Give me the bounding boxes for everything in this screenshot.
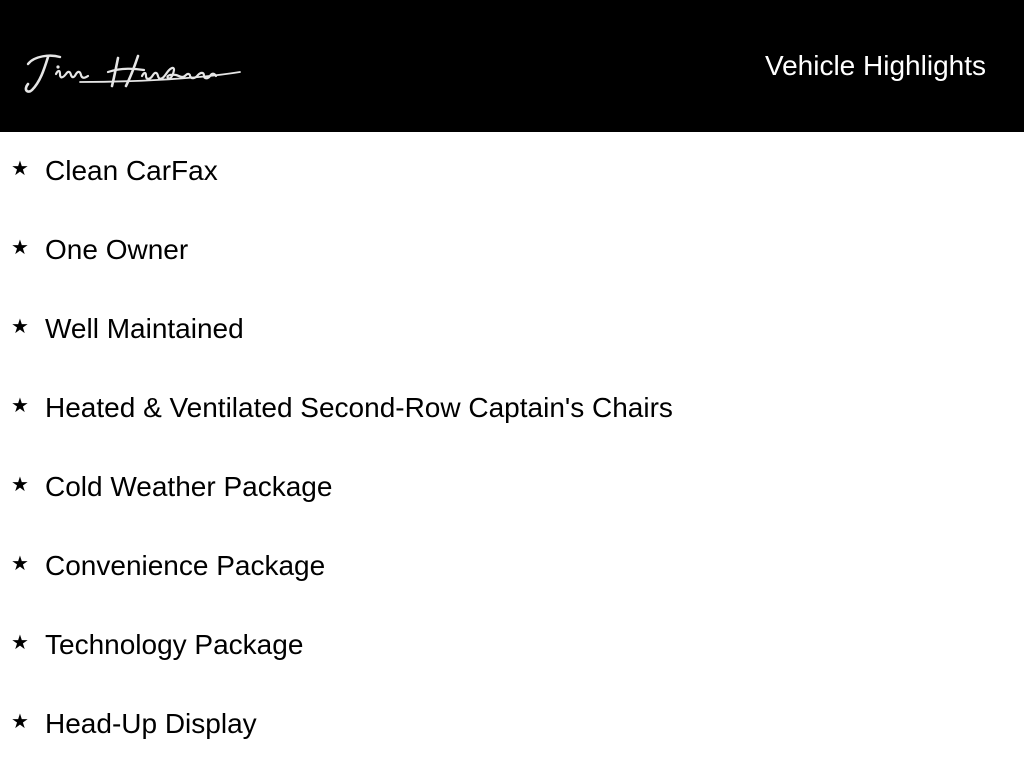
highlight-label: Cold Weather Package (45, 471, 333, 502)
list-item (0, 211, 1024, 290)
highlight-label: One Owner (45, 234, 189, 265)
list-item (0, 290, 1024, 369)
star-icon: ★ (11, 314, 29, 338)
star-icon: ★ (11, 393, 29, 417)
header-bar (0, 0, 1024, 132)
star-icon: ★ (11, 551, 29, 575)
highlight-label: Technology Package (45, 629, 304, 660)
vehicle-highlights-list (0, 132, 1024, 764)
page-title: Vehicle Highlights (764, 50, 986, 81)
list-item (0, 606, 1024, 685)
highlight-label: Clean CarFax (45, 155, 218, 186)
highlight-label: Well Maintained (45, 313, 244, 344)
star-icon: ★ (11, 156, 29, 180)
list-item (0, 527, 1024, 606)
jim-hudson-signature-logo (20, 48, 244, 96)
star-icon: ★ (11, 709, 29, 733)
list-item (0, 369, 1024, 448)
highlight-label: Heated & Ventilated Second-Row Captain's Chairs (45, 392, 673, 423)
highlight-label: Convenience Package (45, 550, 326, 581)
list-item (0, 448, 1024, 527)
star-icon: ★ (11, 235, 29, 259)
star-icon: ★ (11, 472, 29, 496)
list-item (0, 685, 1024, 764)
list-item (0, 132, 1024, 211)
highlight-label: Head-Up Display (45, 708, 257, 739)
star-icon: ★ (11, 630, 29, 654)
